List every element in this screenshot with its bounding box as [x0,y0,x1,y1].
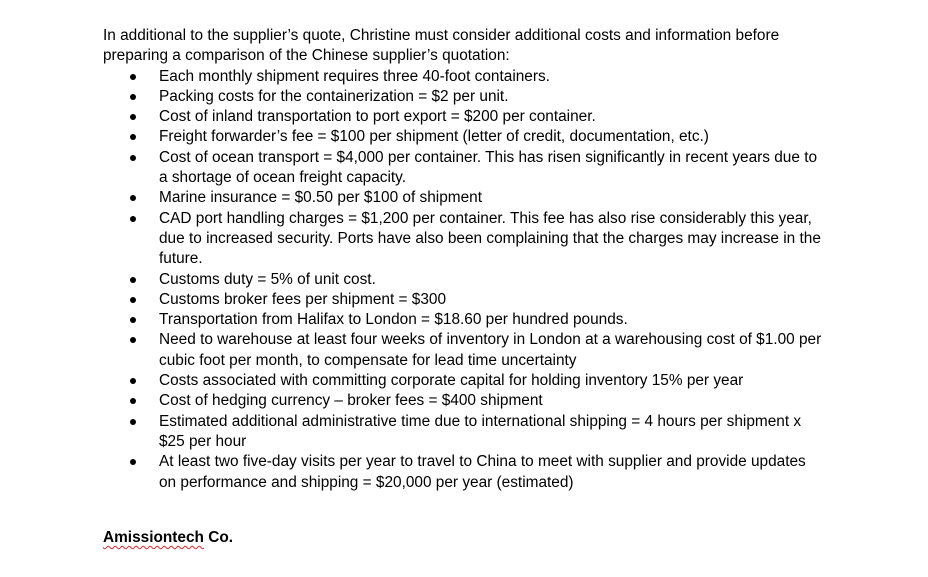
document-body [103,26,823,493]
bullet-item: Each monthly shipment requires three 40-foot containers. [103,67,823,87]
bullet-item: Cost of hedging currency – broker fees = $400 shipment [103,391,823,411]
bullet-item: Freight forwarder’s fee = $100 per shipment (letter of credit, documentation, etc.) [103,127,823,147]
bullet-item: Customs duty = 5% of unit cost. [103,270,823,290]
bullet-item: Cost of ocean transport = $4,000 per container. This has risen significantly in recent years due to a shortage of ocean freight capacity. [103,148,823,189]
bullet-item: Need to warehouse at least four weeks of inventory in London at a warehousing cost of $1.00 per cubic foot per month, to compensate for lead time uncertainty [103,330,823,371]
bullet-item: Cost of inland transportation to port export = $200 per container. [103,107,823,127]
company-suffix: Co. [203,529,233,546]
bullet-item: Packing costs for the containerization = $2 per unit. [103,87,823,107]
company-heading [103,528,233,548]
bullet-item: Marine insurance = $0.50 per $100 of shipment [103,188,823,208]
bullet-item: Customs broker fees per shipment = $300 [103,290,823,310]
cost-bullet-list [103,67,823,493]
bullet-item: Transportation from Halifax to London = $18.60 per hundred pounds. [103,310,823,330]
bullet-item: Costs associated with committing corporate capital for holding inventory 15% per year [103,371,823,391]
intro-paragraph: In additional to the supplier’s quote, Christine must consider additional costs and information before preparing a comparison of the Chinese supplier’s quotation: [103,27,780,65]
bullet-item: CAD port handling charges = $1,200 per container. This fee has also rise considerably this year, due to increased security. Ports have also been complaining that the charges may increase in the future. [103,209,823,270]
bullet-item: Estimated additional administrative time due to international shipping = 4 hours per shipment x $25 per hour [103,412,823,453]
bullet-item: At least two five-day visits per year to travel to China to meet with supplier and provide updates on performance and shipping = $20,000 per year (estimated) [103,452,823,493]
company-name: Amissiontech [103,529,204,546]
